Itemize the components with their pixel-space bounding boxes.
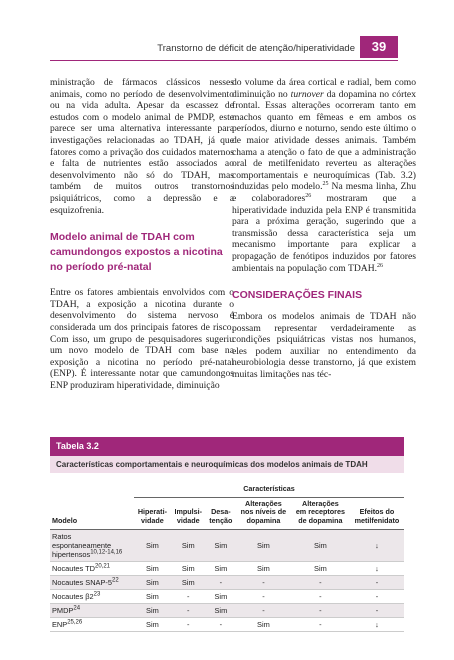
- table-cell: Sim: [206, 530, 236, 562]
- left-column: [50, 77, 234, 391]
- table-cell: ↓: [350, 562, 404, 576]
- table-cell: Sim: [134, 618, 171, 632]
- column-header: Efeitos do metilfenidato: [350, 497, 404, 530]
- paragraph: do volume da área cortical e radial, bem como diminuição no turnover da dopamina no córtex frontal. Essas alterações ocorreram tanto em machos quanto em fêmeas e em ambos os períodos, diurno e noturno, sendo este último o de maior atividade desses animais. Também chama a atenção o fato de que a administração oral de metilfenidato reverteu as alterações comportamentais e neuroquímicas (Tab. 3.2) induzidas pelo modelo.$^{25}$ Na mesma linha, Zhu e colaboradores$^{26}$ mostraram que a hiperatividade induzida pela ENP é transmitida para a próxima geração, sugerindo que a transmissão dessa característica seja um mecanismo importante para explicar a propagação de fenótipos induzidos por fatores ambientais na população com TDAH.$^{26}$: [232, 77, 416, 274]
- table-row: [50, 590, 404, 604]
- table-cell: -: [291, 618, 350, 632]
- table-3-2: [50, 437, 404, 632]
- column-header: Impulsi- vidade: [171, 497, 206, 530]
- table-cell: Sim: [171, 562, 206, 576]
- paragraph: Entre os fatores ambientais envolvidos com o TDAH, a exposição a nicotina durante o desenvolvimento do sistema nervoso é considerada um dos principais fatores de risco. Com isso, um grupo de pesquisadores sugeriu um novo modelo de TDAH com base na exposição a nicotina no período pré-natal (ENP). É interessante notar que camundongos ENP produziram hiperatividade, diminuição: [50, 287, 234, 391]
- column-header: Desa- tenção: [206, 497, 236, 530]
- table-cell: Sim: [134, 590, 171, 604]
- table-cell: -: [291, 604, 350, 618]
- table-cell: -: [171, 590, 206, 604]
- column-header: Alterações nos níveis de dopamina: [236, 497, 291, 530]
- data-table: [50, 483, 404, 632]
- table-cell: Sim: [134, 530, 171, 562]
- table-cell: -: [236, 590, 291, 604]
- paragraph: ministração de fármacos clássicos nesses animais, como no período de desenvolvimento ou na vida adulta. Apesar da escassez de estudos com o modelo animal de PMDP, este parece ser uma alternativa interessante para investigações relacionadas ao TDAH, já que fatores como a privação dos cuidados maternos e falta de nutrientes estão associados ao desenvolvimento não só do TDAH, mas também de muitos outros transtornos psiquiátricos, como a depressão e a esquizofrenia.: [50, 77, 234, 216]
- table-row: [50, 618, 404, 632]
- column-header: Modelo: [50, 497, 134, 530]
- table-cell: -: [206, 618, 236, 632]
- model-name-cell: Ratos espontaneamente hipertensos$^{10,12-14,16}$: [50, 530, 134, 562]
- table-row: [50, 562, 404, 576]
- table-cell: Sim: [206, 562, 236, 576]
- table-caption: Características comportamentais e neuroquímicas dos modelos animais de TDAH: [50, 456, 404, 473]
- table-cell: -: [236, 576, 291, 590]
- section-heading: Modelo animal de TDAH com camundongos expostos a nicotina no período pré-natal: [50, 231, 223, 274]
- model-name-cell: ENP$^{25,26}$: [50, 618, 134, 632]
- table-cell: -: [350, 590, 404, 604]
- table-cell: -: [291, 576, 350, 590]
- model-name-cell: Nocautes $\beta 2^{23}$: [50, 590, 134, 604]
- table-row: [50, 576, 404, 590]
- table-cell: -: [350, 604, 404, 618]
- column-header: Hiperati- vidade: [134, 497, 171, 530]
- table-cell: Sim: [236, 618, 291, 632]
- table-cell: -: [171, 618, 206, 632]
- table-cell: Sim: [236, 530, 291, 562]
- table-cell: -: [350, 576, 404, 590]
- table-cell: Sim: [134, 604, 171, 618]
- table-cell: -: [236, 604, 291, 618]
- table-cell: Sim: [291, 562, 350, 576]
- model-name-cell: Nocautes TD$^{20,21}$: [50, 562, 134, 576]
- table-cell: Sim: [236, 562, 291, 576]
- table-row: [50, 530, 404, 562]
- right-column: [232, 77, 416, 381]
- table-cell: -: [171, 604, 206, 618]
- table-cell: Sim: [291, 530, 350, 562]
- table-row: [50, 604, 404, 618]
- table-cell: Sim: [134, 562, 171, 576]
- table-cell: Sim: [206, 604, 236, 618]
- page-number: 39: [360, 36, 398, 58]
- table-cell: Sim: [171, 530, 206, 562]
- table-cell: Sim: [171, 576, 206, 590]
- table-title: Tabela 3.2: [50, 437, 404, 456]
- table-cell: Sim: [134, 576, 171, 590]
- table-cell: Sim: [206, 590, 236, 604]
- model-name-cell: Nocautes SNAP-$5^{22}$: [50, 576, 134, 590]
- model-name-cell: PMDP$^{24}$: [50, 604, 134, 618]
- paragraph: Embora os modelos animais de TDAH não possam representar verdadeiramente as condições psiquiátricas vistas nos humanos, eles podem auxiliar no entendimento da neurobiologia desse transtorno, já que existem muitas limitações nas téc-: [232, 311, 416, 381]
- group-header: Características: [134, 483, 404, 497]
- section-heading: CONSIDERAÇÕES FINAIS: [232, 289, 363, 302]
- header-rule: [50, 60, 398, 61]
- table-cell: -: [206, 576, 236, 590]
- table-cell: ↓: [350, 618, 404, 632]
- table-cell: ↓: [350, 530, 404, 562]
- column-header: Alterações em receptores de dopamina: [291, 497, 350, 530]
- table-cell: -: [291, 590, 350, 604]
- running-header-title: Transtorno de déficit de atenção/hiperatividade: [157, 43, 355, 54]
